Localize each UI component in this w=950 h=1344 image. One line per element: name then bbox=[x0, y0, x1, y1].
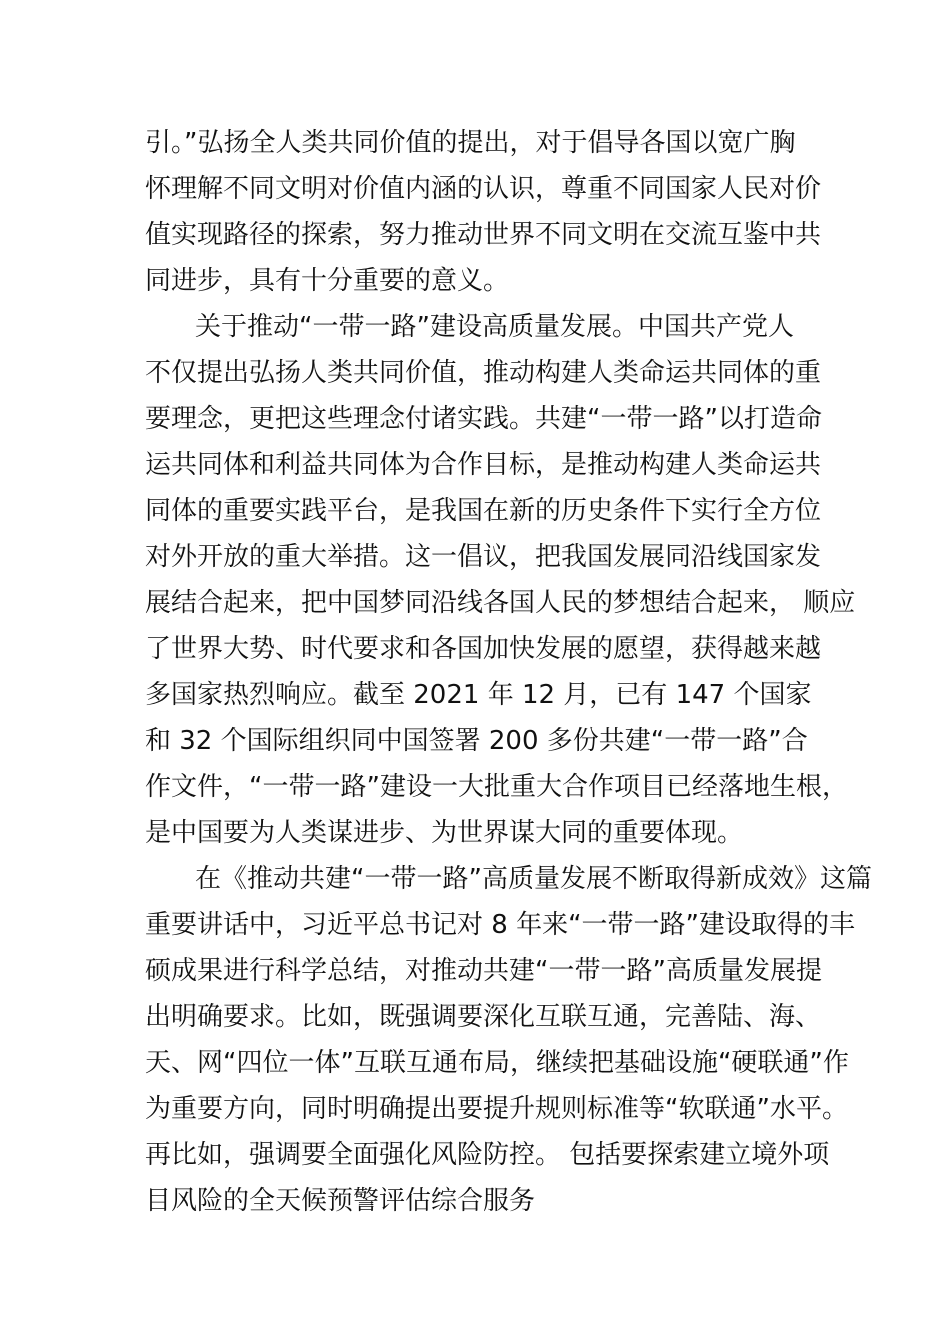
text-line: 作文件，“一带一路”建设一大批重大合作项目已经落地生根， bbox=[145, 772, 848, 802]
text-line: 同进步，具有十分重要的意义。 bbox=[145, 266, 510, 296]
text-line: 展结合起来，把中国梦同沿线各国人民的梦想结合起来， 顺应 bbox=[145, 588, 856, 618]
text-line: 同体的重要实践平台，是我国在新的历史条件下实行全方位 bbox=[145, 496, 822, 526]
text-line: 再比如，强调要全面强化风险防控。 包括要探索建立境外项 bbox=[145, 1140, 830, 1170]
text-line: 出明确要求。比如，既强调要深化互联互通，完善陆、海、 bbox=[145, 1002, 822, 1032]
text-line: 运共同体和利益共同体为合作目标，是推动构建人类命运共 bbox=[145, 450, 822, 480]
text-line: 关于推动“一带一路”建设高质量发展。中国共产党人 bbox=[195, 312, 794, 342]
text-line: 值实现路径的探索，努力推动世界不同文明在交流互鉴中共 bbox=[145, 220, 822, 250]
text-line: 了世界大势、时代要求和各国加快发展的愿望，获得越来越 bbox=[145, 634, 822, 664]
text-line: 对外开放的重大举措。这一倡议，把我国发展同沿线国家发 bbox=[145, 542, 822, 572]
text-line: 和 32 个国际组织同中国签署 200 多份共建“一带一路”合 bbox=[145, 726, 808, 756]
text-line: 怀理解不同文明对价值内涵的认识，尊重不同国家人民对价 bbox=[145, 174, 822, 204]
text-line: 重要讲话中，习近平总书记对 8 年来“一带一路”建设取得的丰 bbox=[145, 910, 856, 940]
text-line: 硕成果进行科学总结，对推动共建“一带一路”高质量发展提 bbox=[145, 956, 822, 986]
text-line: 在《推动共建“一带一路”高质量发展不断取得新成效》这篇 bbox=[195, 864, 872, 894]
text-line: 是中国要为人类谋进步、为世界谋大同的重要体现。 bbox=[145, 818, 744, 848]
text-line: 天、网“四位一体”互联互通布局，继续把基础设施“硬联通”作 bbox=[145, 1048, 849, 1078]
text-line: 引。”弘扬全人类共同价值的提出，对于倡导各国以宽广胸 bbox=[145, 128, 796, 158]
text-line: 多国家热烈响应。截至 2021 年 12 月，已有 147 个国家 bbox=[145, 680, 812, 710]
text-line: 不仅提出弘扬人类共同价值，推动构建人类命运共同体的重 bbox=[145, 358, 822, 388]
text-line: 为重要方向，同时明确提出要提升规则标准等“软联通”水平。 bbox=[145, 1094, 848, 1124]
text-line: 要理念，更把这些理念付诸实践。共建“一带一路”以打造命 bbox=[145, 404, 822, 434]
text-line: 目风险的全天候预警评估综合服务 bbox=[145, 1186, 536, 1216]
